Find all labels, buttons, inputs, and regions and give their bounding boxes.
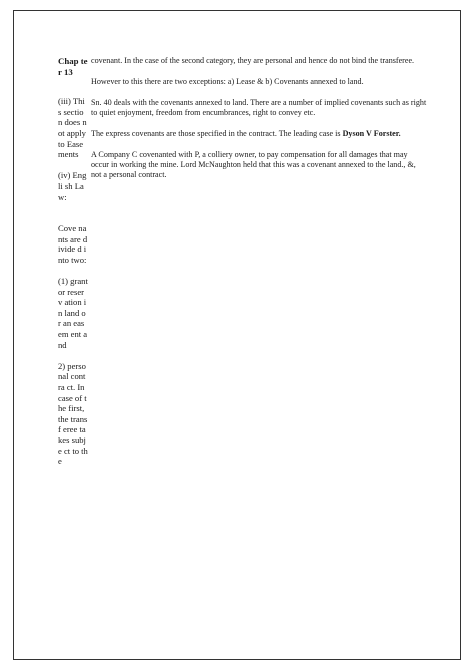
margin-notes: [58, 56, 88, 477]
paragraph: A Company C covenanted with P, a colliery owner, to pay compensation for all damages that may occur in working the mine. Lord McNaughton held that this was a covenant annexed to the land., &, not a personal contract.: [91, 149, 416, 180]
paragraph: However to this there are two exceptions: a) Lease & b) Covenants annexed to land.: [91, 76, 364, 86]
margin-note: (iv) Engli sh Law:: [58, 170, 87, 202]
margin-note: (iii) This sectio n does not apply to Ease ments: [58, 96, 87, 160]
margin-note: 2) perso nal contra ct. In case of the first, the transf eree takes subje ct to the: [58, 360, 88, 467]
case-name: Dyson V Forster.: [342, 128, 401, 138]
chapter-heading: Chap ter 13: [58, 56, 88, 77]
paragraph: [91, 129, 427, 139]
margin-note: Cove nants are divide d into two:: [58, 223, 88, 265]
margin-note: (1) grant or reserv ation in land or an easem ent and: [58, 276, 88, 350]
paragraph: Sn. 40 deals with the covenants annexed to land. There are a number of implied covenants such as right to quiet enjoyment, freedom from encumbrances, right to convey etc.: [91, 97, 427, 117]
main-text: [91, 56, 427, 191]
paragraph-text: The express covenants are those specified in the contract. The leading case is: [91, 128, 343, 138]
paragraph: covenant. In the case of the second category, they are personal and hence do not bind the transferee.: [91, 56, 415, 65]
